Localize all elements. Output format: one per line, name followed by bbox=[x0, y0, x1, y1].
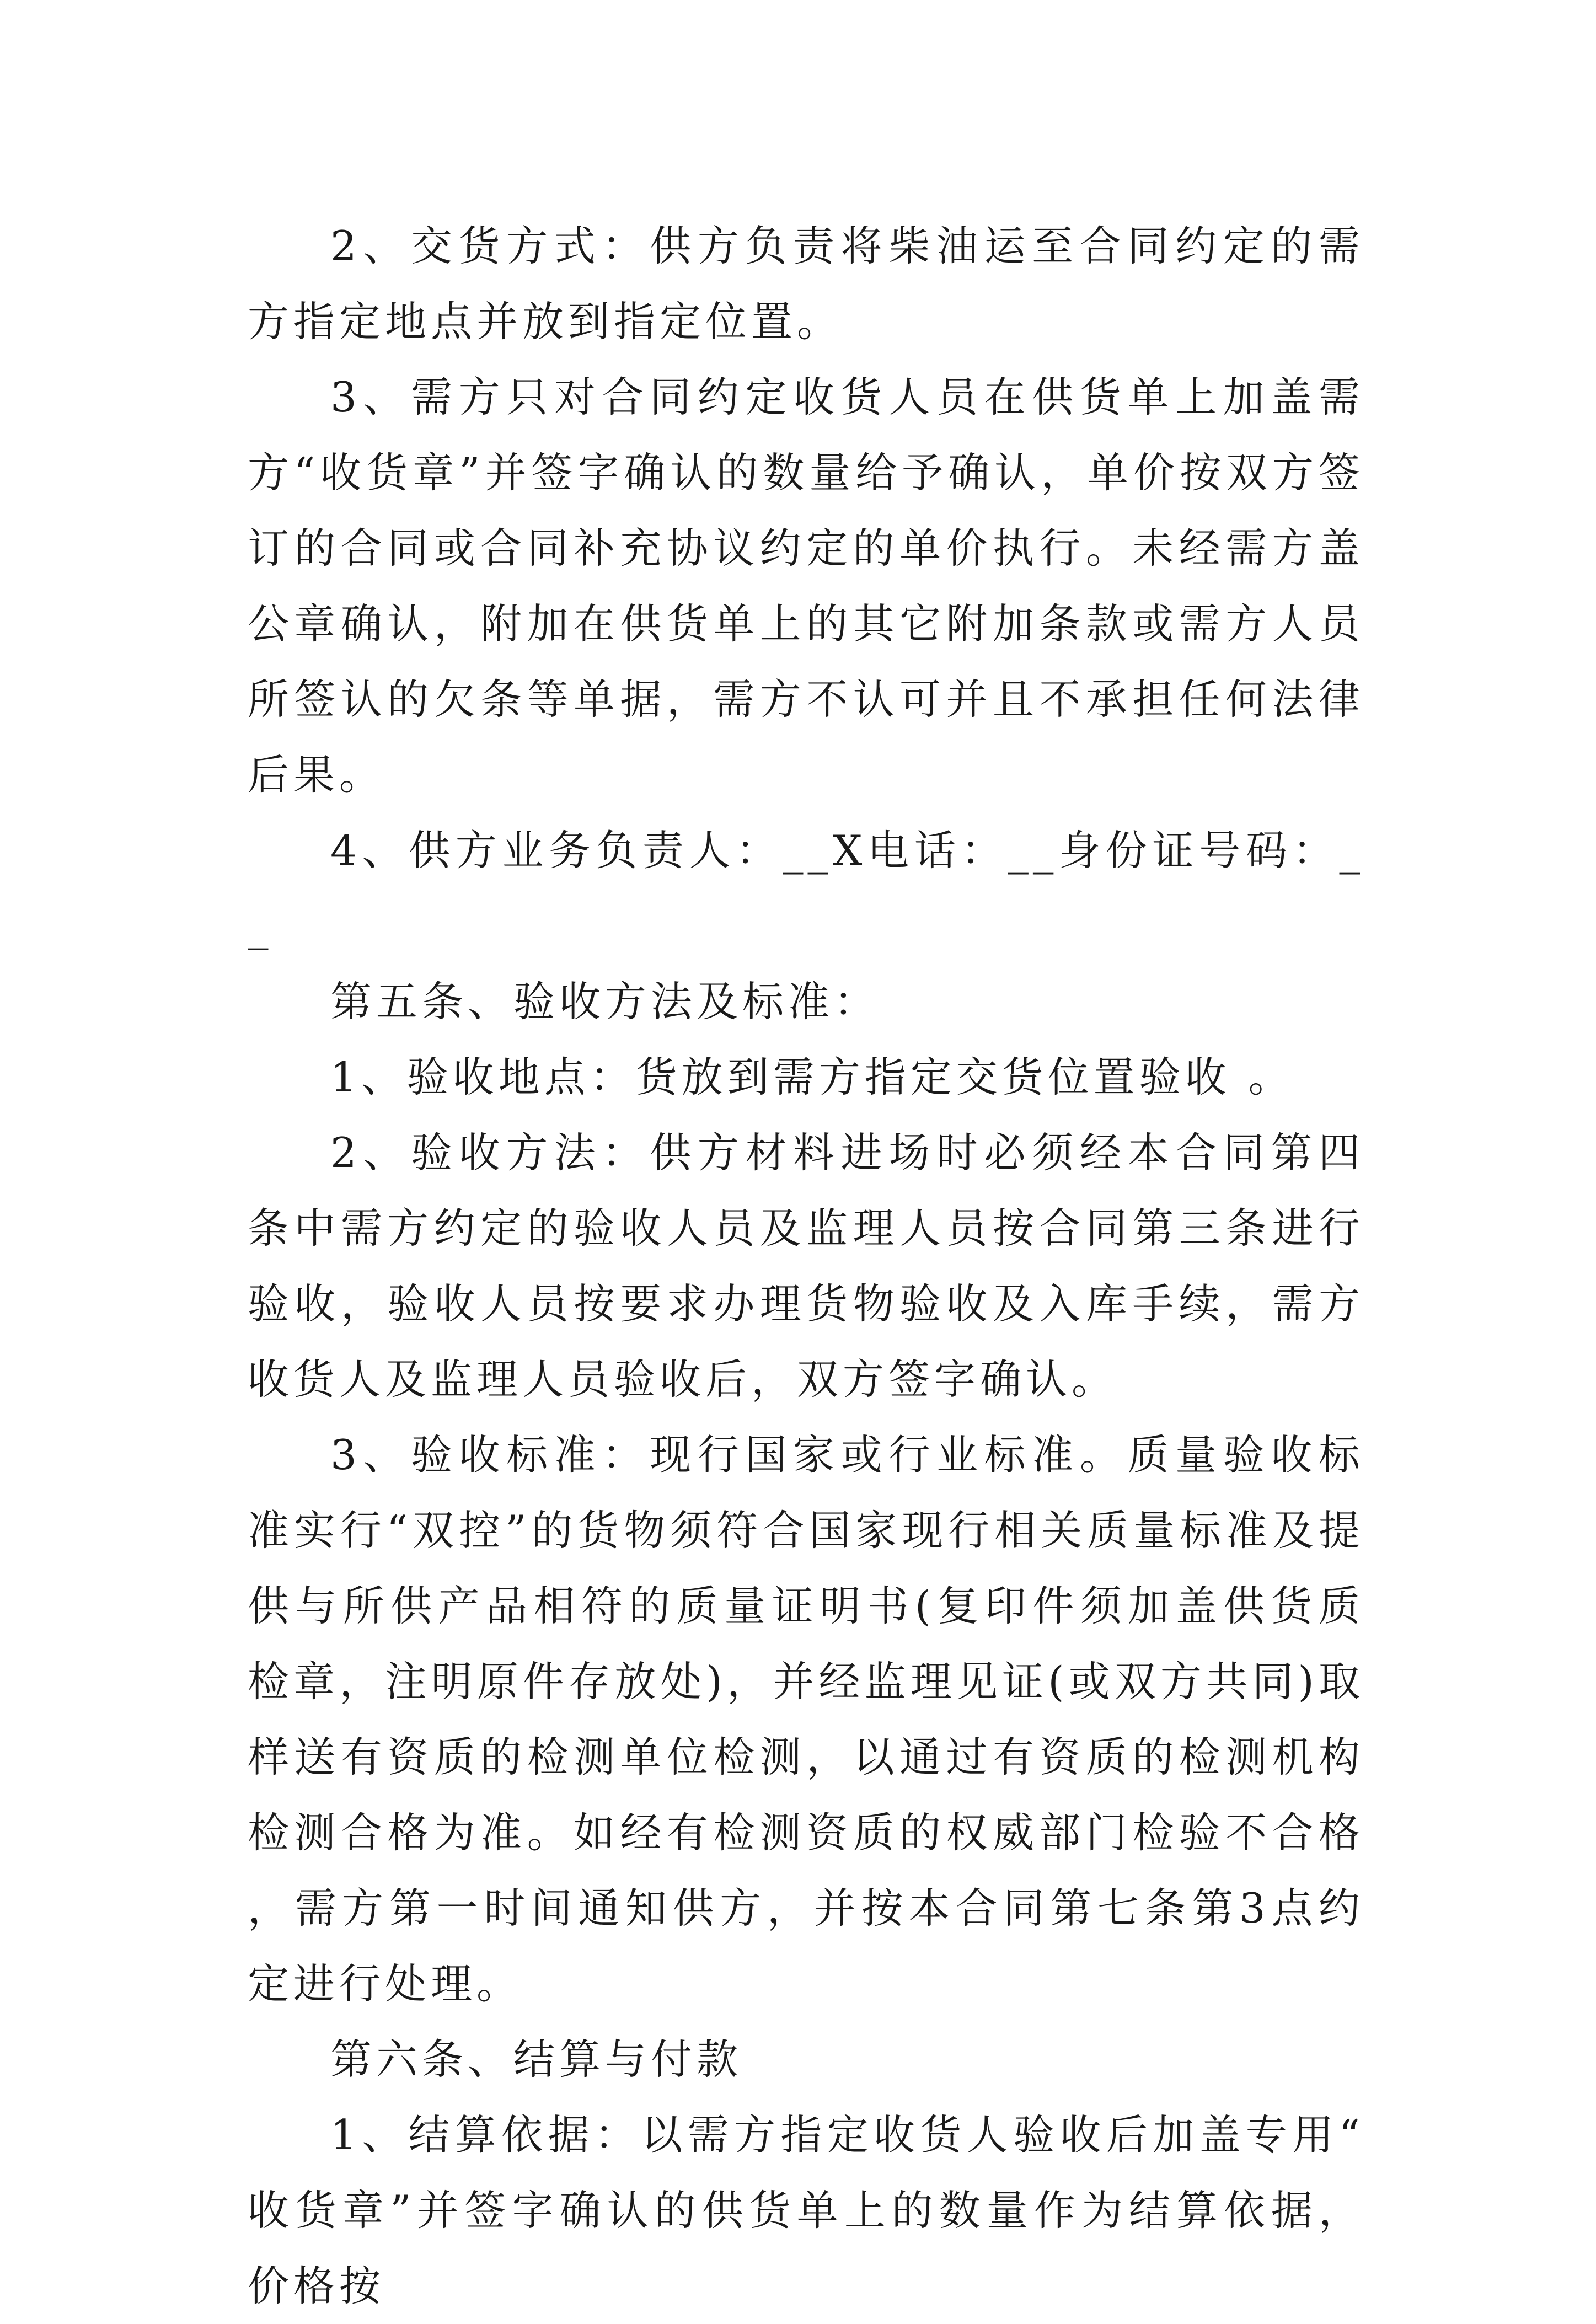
paragraph-inspection-location: 1、验收地点：货放到需方指定交货位置验收 。 bbox=[330, 1053, 1294, 1101]
paragraph-inspection-standard: 3、验收标准：现行国家或行业标准。质量验收标准实行“双控”的货物须符合国家现行相关质量标准及提供与所供产品相符的质量证明书(复印件须加盖供货质检章，注明原件存放处)，并经监理见证(或双方共同)取样送有资质的检测单位检测，以通过有资质的检测机构检测合格为准。如经有检测资质的权威部门检验不合格，需方第一时间通知供方，并按本合同第七条第3点约定进行处理。 bbox=[248, 1431, 1364, 2008]
paragraph-inspection-method: 2、验收方法：供方材料进场时必须经本合同第四条中需方约定的验收人员及监理人员按合同第三条进行验收，验收人员按要求办理货物验收及入库手续，需方收货人及监理人员验收后，双方签字确认。 bbox=[248, 1128, 1364, 1404]
paragraph-supplier-contact: 4、供方业务负责人：__X电话：__身份证号码：__ bbox=[248, 826, 1364, 950]
section-heading-article-5: 第五条、验收方法及标准： bbox=[330, 977, 880, 1026]
paragraph-delivery-method: 2、交货方式：供方负责将柴油运至合同约定的需方指定地点并放到指定位置。 bbox=[248, 222, 1364, 346]
document-body bbox=[248, 208, 1364, 2324]
section-heading-article-6: 第六条、结算与付款 bbox=[330, 2035, 743, 2084]
paragraph-receipt-confirmation: 3、需方只对合同约定收货人员在供货单上加盖需方“收货章”并签字确认的数量给予确认，单价按双方签订的合同或合同补充协议约定的单价执行。未经需方盖公章确认，附加在供货单上的其它附加条款或需方人员所签认的欠条等单据，需方不认可并且不承担任何法律后果。 bbox=[248, 373, 1364, 799]
paragraph-settlement-basis: 1、结算依据：以需方指定收货人验收后加盖专用“收货章”并签字确认的供货单上的数量作为结算依据，价格按 bbox=[248, 2111, 1364, 2310]
